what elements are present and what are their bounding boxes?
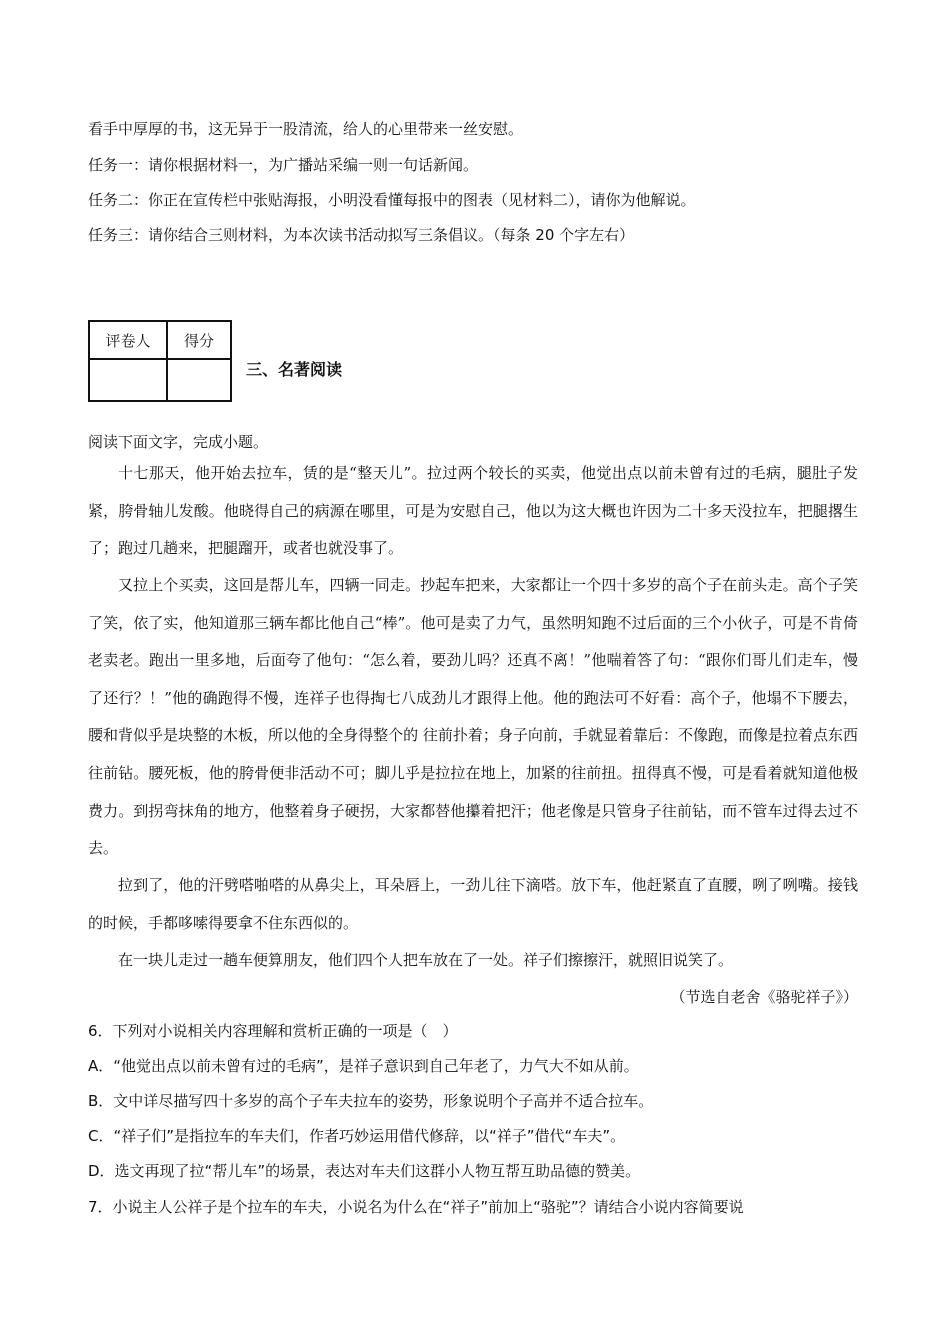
task-one: 任务一：请你根据材料一，为广播站采编一则一句话新闻。 bbox=[88, 156, 479, 174]
paragraph-3: 拉到了，他的汗劈嗒啪嗒的从鼻尖上，耳朵唇上，一劲儿往下滴嗒。放下车，他赶紧直了直腰，咧了咧嘴。接钱的时候，手都哆嗦得要拿不住东西似的。 bbox=[88, 876, 858, 932]
task-three: 任务三：请你结合三则材料，为本次读书活动拟写三条倡议。（每条 20 个字左右） bbox=[88, 226, 635, 244]
option-d: D．选文再现了拉“帮儿车”的场景，表达对车夫们这群小人物互帮互助品德的赞美。 bbox=[88, 1162, 641, 1180]
paragraph-4: 在一块儿走过一趟车便算朋友，他们四个人把车放在了一处。祥子们擦擦汗，就照旧说笑了。 bbox=[118, 951, 734, 969]
option-c: C．“祥子们”是指拉车的车夫们，作者巧妙运用借代修辞，以“祥子”借代“车夫”。 bbox=[88, 1127, 626, 1145]
paragraph-1: 十七那天，他开始去拉车，赁的是“整天儿”。拉过两个较长的买卖，他觉出点以前未曾有过的毛病，腿肚子发紧，胯骨轴儿发酸。他晓得自己的病源在哪里，可是为安慰自己，他以为这大概也许因为二十多天没拉车，把腿撂生了；跑过几趟来，把腿蹓开，或者也就没事了。 bbox=[88, 464, 858, 558]
grader-header: 评卷人 bbox=[89, 321, 167, 359]
paragraph-2: 又拉上个买卖，这回是帮儿车，四辆一同走。抄起车把来，大家都让一个四十多岁的高个子在前头走。高个子笑了笑，依了实，他知道那三辆车都比他自己“棒”。他可是卖了力气，虽然明知跑不过后面的三个小伙子，可是不肯倚老卖老。跑出一里多地，后面夸了他句：“怎么着，要劲儿吗？还真不离！”他喘着答了句：“跟你们哥儿们走车，慢了还行？！”他的确跑得不慢，连祥子也得掏七八成劲儿才跟得上他。他的跑法可不好看：高个子，他塌不下腰去，腰和背似乎是块整的木板，所以他的全身得整个的 往前扑着；身子向前，手就显着靠后：不像跑，而像是拉着点东西往前钻。腰死板，他的胯骨便非活动不可；脚儿乎是拉拉在地上，加紧的往前扭。扭得真不慢，可是看着就知道他极费力。到拐弯抹角的地方，他整着身子硬拐，大家都替他攥着把汗；他老像是只管身子往前钻，而不管车过得去过不去。 bbox=[88, 576, 858, 858]
text-line: 看手中厚厚的书，这无异于一股清流，给人的心里带来一丝安慰。 bbox=[88, 120, 524, 138]
task-two: 任务二：你正在宣传栏中张贴海报，小明没看懂每报中的图表（见材料二），请你为他解说。 bbox=[88, 191, 696, 209]
instruction: 阅读下面文字，完成小题。 bbox=[88, 433, 269, 451]
grader-cell bbox=[89, 359, 167, 401]
score-header: 得分 bbox=[167, 321, 231, 359]
score-cell bbox=[167, 359, 231, 401]
option-a: A．“他觉出点以前未曾有过的毛病”，是祥子意识到自己年老了，力气大不如从前。 bbox=[88, 1057, 639, 1075]
option-b: B．文中详尽描写四十多岁的高个子车夫拉车的姿势，形象说明个子高并不适合拉车。 bbox=[88, 1092, 654, 1110]
source-citation: （节选自老舍《骆驼祥子》） bbox=[670, 988, 858, 1006]
question-6: 6．下列对小说相关内容理解和赏析正确的一项是（ ） bbox=[88, 1022, 458, 1040]
section-title: 三、名著阅读 bbox=[246, 360, 343, 379]
question-7: 7．小说主人公祥子是个拉车的车夫，小说名为什么在“祥子”前加上“骆驼”？请结合小说内容简要说 bbox=[88, 1198, 744, 1216]
score-table bbox=[88, 320, 232, 402]
